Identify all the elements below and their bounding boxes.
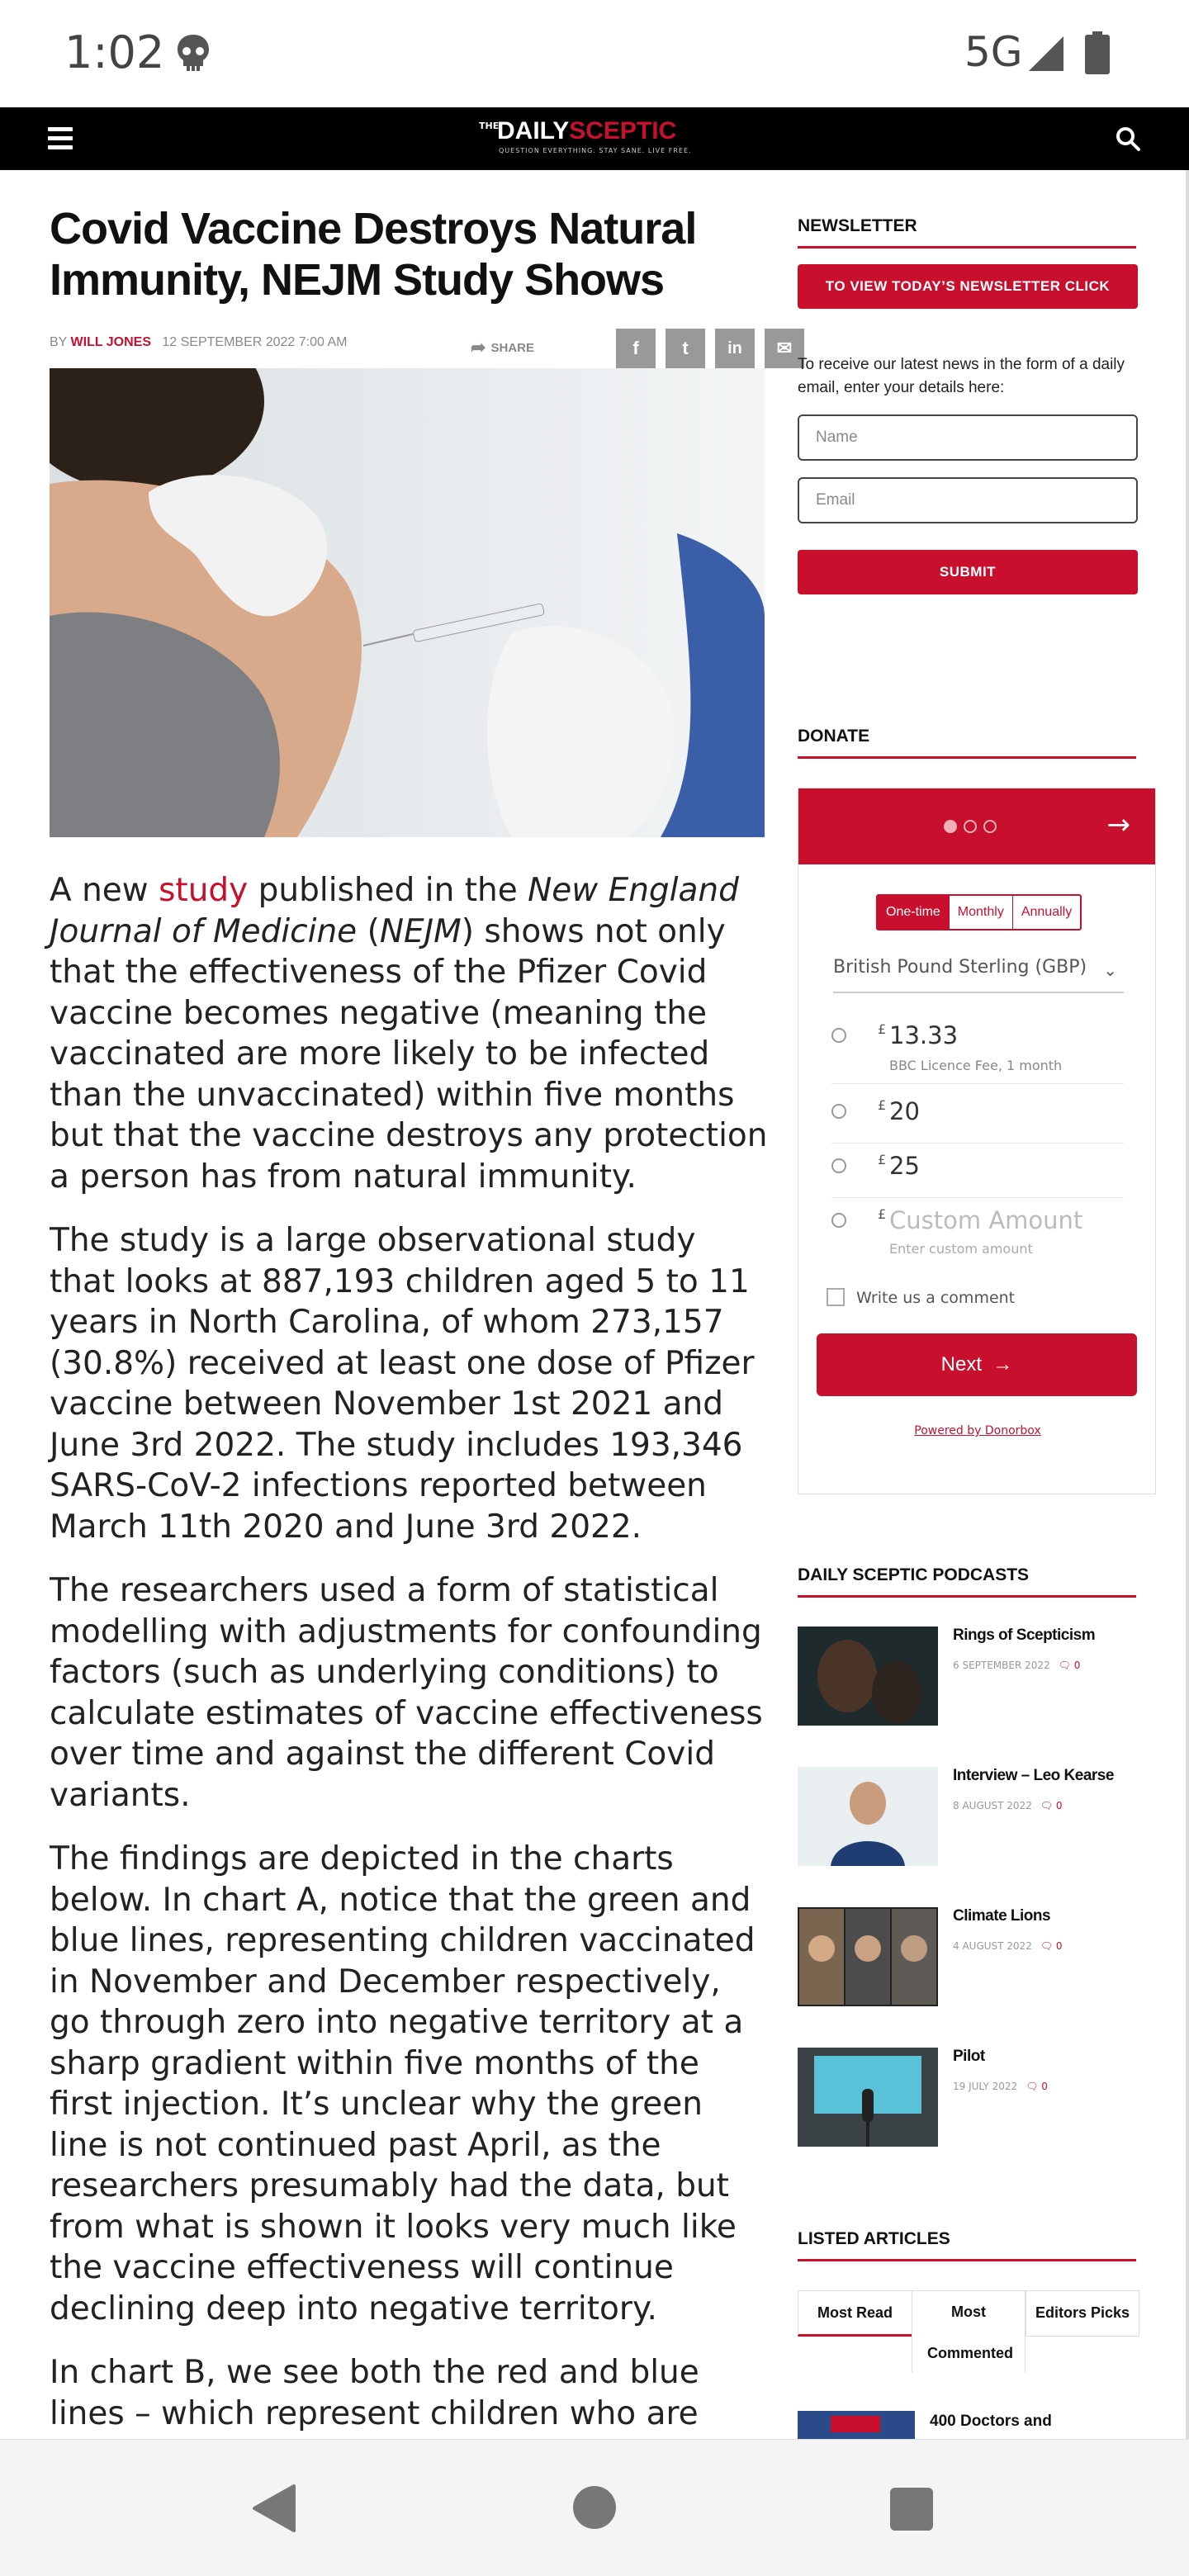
back-icon[interactable] [253,2484,296,2532]
frequency-one-time[interactable]: One-time [878,896,949,929]
podcast-thumbnail[interactable] [798,1907,938,2006]
newsletter-text: To receive our latest news in the form of a daily email, enter your details here: [798,356,1125,396]
battery-icon [1085,31,1110,74]
podcast-title[interactable]: Climate Lions [953,1907,1051,1925]
signal-icon [1027,35,1065,73]
logo-the: THE [479,121,500,131]
search-icon[interactable] [1115,125,1141,152]
status-bar [0,0,1189,107]
podcast-meta: 8 AUGUST 2022 🗨 0 [953,1800,1063,1811]
network-type: 5G [964,28,1023,76]
radio-icon [831,1213,846,1228]
podcast-thumbnail[interactable] [798,1767,938,1866]
logo-tagline: QUESTION EVERYTHING. STAY SANE. LIVE FREE. [499,147,692,154]
checkbox-icon [827,1288,845,1306]
name-input[interactable] [798,414,1138,461]
frequency-selector [876,894,1082,930]
radio-icon [831,1158,846,1173]
system-nav-bar [0,2439,1189,2576]
listed-thumbnail[interactable] [798,2411,915,2439]
paragraph-2: The study is a large observational study that looks at 887,193 children aged 5 to 11 years in North Carolina, of whom 273,157 (30.8%) received at least one dose of Pfizer vaccine between November 1st 2021 and June 3rd 2022. The study includes 193,346 SARS-CoV-2 infections reported between March 11th 2020 and June 3rd 2022. [50,1222,755,1546]
share-bar [471,329,793,370]
frequency-annually[interactable]: Annually [1012,896,1080,929]
twitter-share-button[interactable]: t [666,329,705,368]
home-icon[interactable] [573,2486,616,2529]
podcast-title[interactable]: Pilot [953,2048,985,2065]
scrollbar[interactable] [1186,170,1189,2439]
email-input[interactable] [798,477,1138,523]
podcast-title[interactable]: Interview – Leo Kearse [953,1767,1114,1784]
donate-header [798,788,1155,864]
tab-editors-picks[interactable]: Editors Picks [1026,2290,1139,2337]
newsletter-title: NEWSLETTER [798,216,1136,249]
comment-icon: 🗨 0 [1026,2081,1048,2092]
site-header [0,107,1189,170]
arrow-right-icon: → [992,1353,1013,1376]
write-comment-checkbox[interactable]: Write us a comment [827,1289,1015,1308]
next-button[interactable]: Next → [817,1333,1137,1396]
byline-prefix: BY [50,335,68,349]
donate-widget [798,788,1156,1494]
comment-icon: 🗨 0 [1040,1940,1063,1952]
article-date: 12 SEPTEMBER 2022 7:00 AM [162,335,348,349]
vaccination-image [50,368,765,837]
recent-apps-icon[interactable] [890,2488,933,2531]
paragraph-5: In chart B, we see both the red and blue lines – which represent children who are [50,2354,699,2432]
podcast-item [798,1767,1156,1866]
share-label[interactable]: ➦ SHARE [471,337,534,358]
author-link[interactable]: WILL JONES [70,335,152,349]
linkedin-share-button[interactable]: in [715,329,755,368]
powered-by-link[interactable]: Powered by Donorbox [914,1424,1041,1437]
podcast-meta: 4 AUGUST 2022 🗨 0 [953,1940,1063,1952]
tab-most-commented[interactable]: Most Commented [912,2290,1026,2373]
logo-brand: DAILYSCEPTIC [497,117,677,144]
paragraph-4: The findings are depicted in the charts below. In chart A, notice that the green and blue lines, representing children vaccinated in November and December respectively, go through zero into negative territory at a sharp gradient within five months of the first injection. It’s unclear why the green line is not continued past April, as the researchers presumably had the data, but from what is shown it looks very much like the vaccine effectiveness will continue declining deep into negative territory. [50,1840,756,2327]
status-time: 1:02 [64,26,165,78]
chevron-down-icon: ⌄ [1103,960,1117,980]
submit-button[interactable]: SUBMIT [798,550,1138,594]
skull-icon [175,33,211,73]
paragraph-3: The researchers used a form of statistical modelling with adjustments for confounding factors (such as underlying conditions) to calculate estimates of vaccine effectiveness over time and against the different Covid variants. [50,1572,763,1814]
menu-icon[interactable] [48,127,73,149]
podcast-item [798,1627,1156,1726]
listed-item-title[interactable]: 400 Doctors and [930,2413,1052,2430]
frequency-monthly[interactable]: Monthly [949,896,1012,929]
custom-amount-input[interactable]: £ Custom Amount Enter custom amount [831,1201,1124,1262]
amount-option-2[interactable]: £ 20 [831,1092,1124,1144]
listed-tabs [798,2290,1139,2361]
donate-title: DONATE [798,727,1136,759]
site-logo[interactable] [476,117,715,160]
byline [50,335,347,350]
podcasts-title: DAILY SCEPTIC PODCASTS [798,1565,1136,1598]
radio-icon [831,1028,846,1043]
facebook-share-button[interactable]: f [616,329,656,368]
article-title: Covid Vaccine Destroys Natural Immunity, NEJM Study Shows [50,204,697,305]
step-indicator [944,820,1003,836]
currency-select[interactable]: British Pound Sterling (GBP) ⌄ [833,957,1124,993]
article-hero-image [50,368,765,837]
podcast-thumbnail[interactable] [798,1627,938,1726]
tab-most-read[interactable]: Most Read [798,2290,912,2337]
arrow-right-icon[interactable]: → [1106,808,1130,841]
podcast-title[interactable]: Rings of Scepticism [953,1627,1096,1644]
podcast-meta: 19 JULY 2022 🗨 0 [953,2081,1048,2092]
email-share-button[interactable]: ✉ [765,329,804,368]
amount-option-3[interactable]: £ 25 [831,1147,1124,1198]
podcast-meta: 6 SEPTEMBER 2022 🗨 0 [953,1660,1081,1671]
listed-title: LISTED ARTICLES [798,2229,1136,2261]
article-body [50,870,768,2457]
podcast-item [798,1907,1156,2006]
comment-icon: 🗨 0 [1058,1660,1081,1671]
share-icon: ➦ [471,337,486,358]
amount-option-1[interactable]: £ 13.33 BBC Licence Fee, 1 month [831,1016,1124,1084]
view-newsletter-button[interactable]: TO VIEW TODAY’S NEWSLETTER CLICK [798,264,1138,309]
podcast-thumbnail[interactable] [798,2048,938,2147]
study-link[interactable]: study [159,872,249,909]
comment-icon: 🗨 0 [1040,1800,1063,1811]
radio-icon [831,1104,846,1119]
paragraph-1: A new study published in the New England Journal of Medicine (NEJM) shows not only that the effectiveness of the Pfizer Covid vaccine becomes negative (meaning the vaccinated are more likely to be infected than the unvaccinated) within five months but that the vaccine destroys any protection a person has from natural immunity. [50,872,768,1196]
podcast-item [798,2048,1156,2147]
